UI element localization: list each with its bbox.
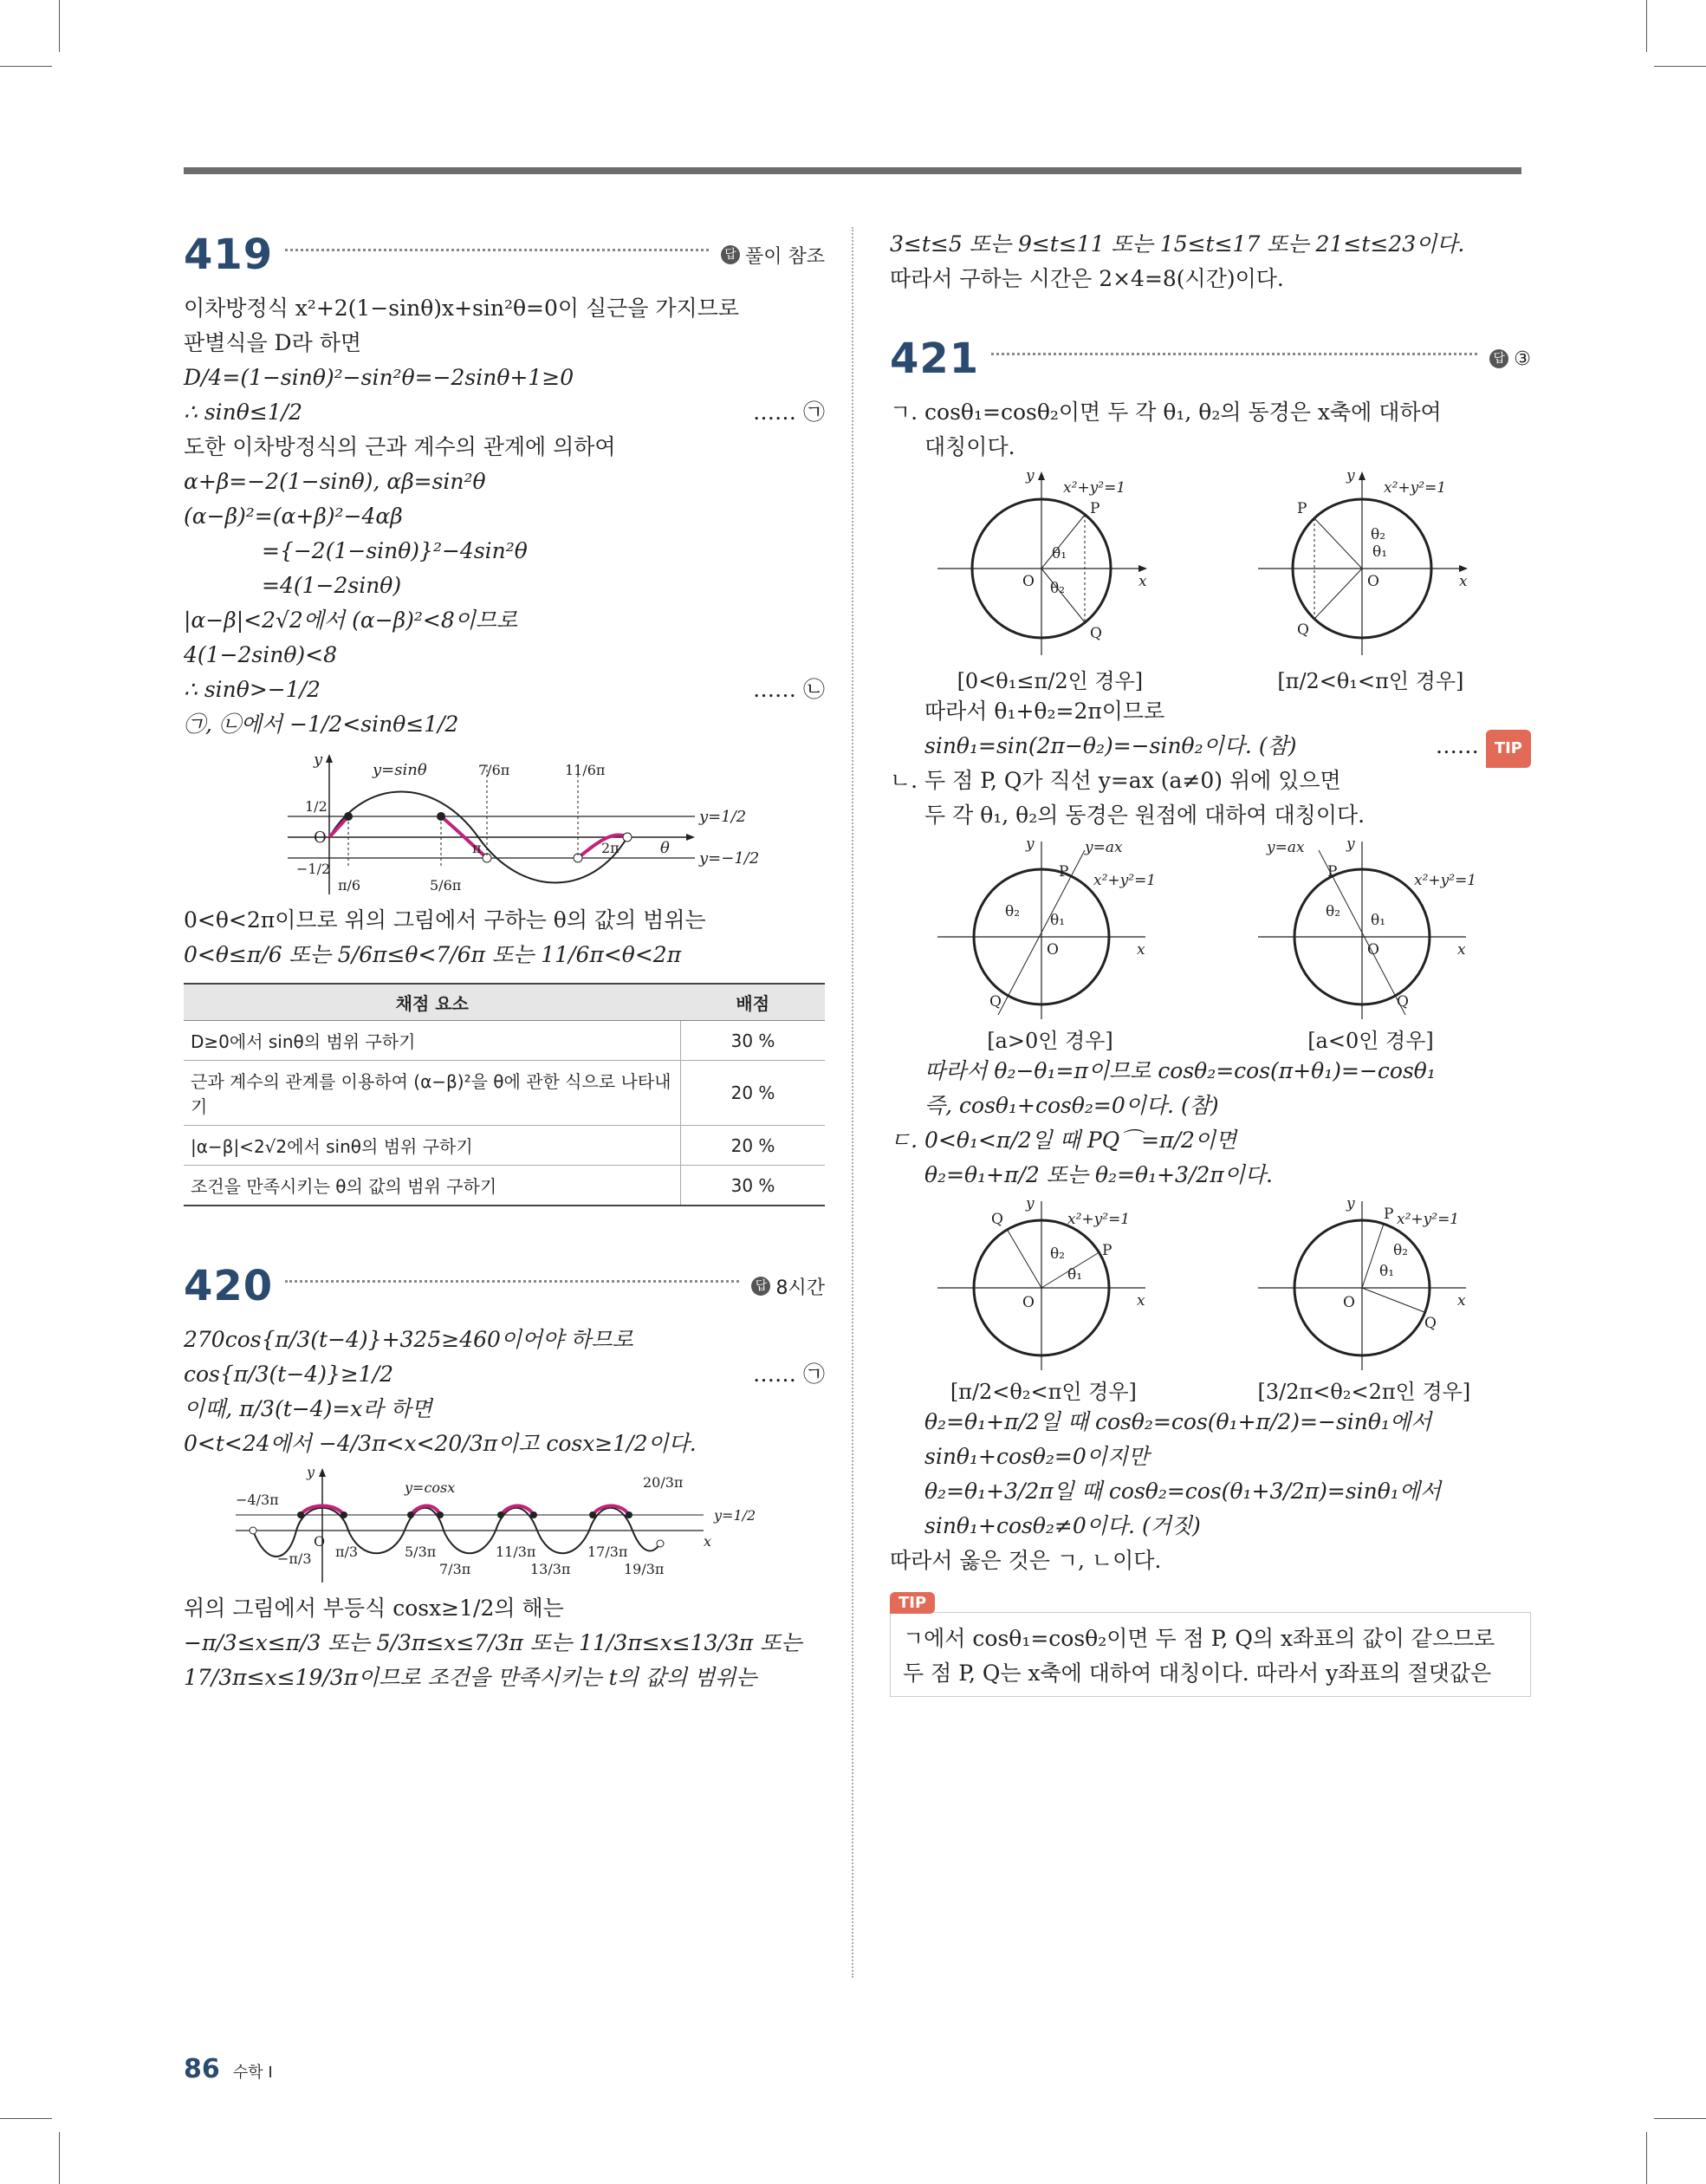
svg-text:θ₁: θ₁	[1371, 912, 1386, 929]
svg-text:x: x	[1138, 573, 1147, 590]
math-line: sinθ₁=sin(2π−θ₂)=−sinθ₂이다. (참) …… TIP	[890, 729, 1531, 764]
svg-text:y=ax: y=ax	[1267, 839, 1305, 856]
answer-text: ③	[1514, 348, 1531, 370]
math-line: θ₂=θ₁+π/2 또는 θ₂=θ₁+3/2π이다.	[924, 1162, 1273, 1187]
line-label: y=−1/2	[699, 849, 760, 868]
svg-text:y: y	[1026, 835, 1035, 853]
svg-text:P: P	[1090, 500, 1100, 517]
crop-mark	[59, 0, 60, 52]
crop-mark	[1654, 2118, 1706, 2119]
svg-text:θ₁: θ₁	[1050, 912, 1066, 929]
svg-text:θ₁: θ₁	[1379, 1263, 1395, 1280]
math-line: sinθ₁+cosθ₂≠0이다. (거짓)	[924, 1513, 1201, 1538]
svg-text:P: P	[1384, 1206, 1394, 1223]
math-line: cos{π/3(t−4)}≥1/2 …… ㉠	[184, 1357, 825, 1392]
svg-text:O: O	[1367, 573, 1379, 590]
svg-text:x²+y²=1: x²+y²=1	[1414, 872, 1477, 889]
answer-icon: 답	[721, 245, 740, 264]
origin-label: O	[314, 1533, 326, 1550]
tick-label: 2π	[601, 840, 619, 856]
svg-text:x: x	[1457, 1292, 1466, 1310]
caption-row	[890, 1024, 1531, 1054]
svg-text:θ₂: θ₂	[1050, 1245, 1066, 1263]
point	[623, 833, 632, 842]
svg-text:θ₂: θ₂	[1326, 903, 1341, 920]
math-line: 4(1−2sinθ)<8	[184, 642, 338, 667]
text-line: 0<θ<2π이므로 위의 그림에서 구하는 θ의 값의 범위는	[184, 907, 706, 933]
crop-mark	[1654, 66, 1706, 67]
line-circle-figure	[920, 833, 1180, 1024]
tick-label: 11/6π	[565, 762, 606, 778]
problem-419-header	[184, 227, 825, 283]
crop-mark	[1646, 2132, 1647, 2184]
math-line: 이때, π/3(t−4)=x라 하면	[184, 1396, 432, 1421]
leader-dots	[991, 353, 1477, 355]
math-line: D/4=(1−sinθ)²−sin²θ=−2sinθ+1≥0	[184, 365, 574, 390]
right-column	[890, 227, 1531, 1697]
svg-text:x: x	[1457, 941, 1466, 959]
math-line: 270cos{π/3(t−4)}+325≥460이어야 하므로	[184, 1327, 633, 1352]
svg-text:θ₂: θ₂	[1393, 1242, 1409, 1259]
text-line: 이차방정식 x²+2(1−sinθ)x+sin²θ=0이 실근을 가지므로	[184, 296, 740, 321]
tick-label: 19/3π	[624, 1561, 665, 1577]
tick-label: 20/3π	[643, 1474, 684, 1491]
text-line: 위의 그림에서 부등식 cosx≥1/2의 해는	[184, 1596, 564, 1621]
answer-text: 8시간	[775, 1277, 825, 1299]
math-line: ㉠, ㉡에서 −1/2<sinθ≤1/2	[184, 712, 459, 737]
function-label: y=sinθ	[373, 761, 427, 779]
svg-text:θ₂: θ₂	[1371, 526, 1386, 543]
tip-box	[890, 1612, 1531, 1697]
svg-text:y: y	[1026, 467, 1035, 484]
math-line: 3≤t≤5 또는 9≤t≤11 또는 15≤t≤17 또는 21≤t≤23이다.	[890, 231, 1465, 257]
svg-text:P: P	[1297, 500, 1307, 517]
svg-text:x²+y²=1: x²+y²=1	[1063, 479, 1126, 497]
header-rule	[184, 167, 1521, 174]
leader-dots	[285, 1280, 739, 1283]
line-label: y=1/2	[714, 1507, 756, 1524]
svg-text:Q: Q	[1297, 621, 1309, 639]
svg-text:O: O	[1343, 1294, 1355, 1311]
figure-caption: [a<0인 경우]	[1307, 1029, 1434, 1053]
text-line: 판별식을 D라 하면	[184, 330, 361, 355]
math-line: −π/3≤x≤π/3 또는 5/3π≤x≤7/3π 또는 11/3π≤x≤13/3π 또는	[184, 1630, 802, 1655]
function-label: y=cosx	[405, 1479, 456, 1496]
tick-label: 1/2	[305, 798, 328, 815]
table-header: 채점 요소	[184, 984, 681, 1021]
tick-label: 7/6π	[478, 762, 510, 778]
scoring-table	[184, 983, 825, 1206]
figure-caption: [π/2<θ₂<π인 경우]	[950, 1380, 1137, 1404]
origin-label: O	[314, 829, 327, 847]
math-line: 0<t<24에서 −4/3π<x<20/3π이고 cosx≥1/2이다.	[184, 1431, 697, 1456]
svg-text:θ₁: θ₁	[1067, 1266, 1083, 1284]
table-row: 근과 계수의 관계를 이용하여 (α−β)²을 θ에 관한 식으로 나타내기 20 %	[184, 1061, 825, 1126]
svg-text:Q: Q	[989, 993, 1002, 1011]
answer-text: 풀이 참조	[744, 245, 825, 268]
svg-text:P: P	[1059, 863, 1069, 881]
math-line: ∴ sinθ>−1/2 …… ㉡	[184, 673, 825, 707]
tip-line: 두 점 P, Q는 x축에 대하여 대칭이다. 따라서 y좌표의 절댓값은	[903, 1661, 1492, 1686]
column-divider	[852, 227, 853, 1978]
svg-text:O: O	[1022, 1294, 1035, 1311]
svg-text:y=ax: y=ax	[1085, 839, 1123, 856]
answer-label	[721, 242, 825, 269]
page-footer	[184, 2054, 273, 2084]
math-line: α+β=−2(1−sinθ), αβ=sin²θ	[184, 469, 486, 494]
svg-text:θ₁: θ₁	[1372, 543, 1388, 561]
table-row: 조건을 만족시키는 θ의 값의 범위 구하기 30 %	[184, 1166, 825, 1206]
unit-circle-figure	[920, 465, 1180, 664]
svg-text:x²+y²=1: x²+y²=1	[1093, 872, 1157, 889]
math-line: 0<θ≤π/6 또는 5/6π≤θ<7/6π 또는 11/6π<θ<2π	[184, 942, 682, 967]
math-line: (α−β)²=(α+β)²−4αβ	[184, 504, 403, 529]
math-line: 17/3π≤x≤19/3π이므로 조건을 만족시키는 t의 값의 범위는	[184, 1665, 757, 1690]
tip-reference: …… TIP	[1436, 729, 1531, 768]
figure-caption: [a>0인 경우]	[987, 1029, 1113, 1053]
subject-label: 수학 I	[232, 2064, 273, 2082]
y-axis-label: y	[314, 751, 323, 769]
math-line: ={−2(1−sinθ)}²−4sin²θ	[262, 538, 528, 563]
tick-label: 11/3π	[496, 1544, 536, 1560]
math-line: 즉, cosθ₁+cosθ₂=0이다. (참)	[924, 1093, 1219, 1118]
math-line: |α−β|<2√2에서 (α−β)²<8이므로	[184, 608, 518, 633]
tip-badge: TIP	[1486, 730, 1531, 768]
svg-text:θ₂: θ₂	[1005, 903, 1021, 920]
text-line: ㄴ. 두 점 P, Q가 직선 y=ax (a≠0) 위에 있으면	[890, 768, 1341, 793]
arc-circle-figure	[920, 1193, 1180, 1375]
svg-text:x: x	[1459, 573, 1468, 590]
svg-text:x²+y²=1: x²+y²=1	[1397, 1211, 1460, 1228]
problem-421-header	[890, 331, 1531, 387]
svg-text:x: x	[1137, 941, 1145, 959]
caption-row	[890, 1375, 1531, 1405]
svg-text:y: y	[1346, 1195, 1355, 1212]
math-line: ㄷ. 0<θ₁<π/2일 때 PQ⌒=π/2이면	[890, 1128, 1237, 1153]
text-line: 대칭이다.	[924, 434, 1015, 459]
svg-text:O: O	[1022, 573, 1035, 590]
equation-mark: …… ㉠	[753, 1362, 825, 1387]
y-axis-label: y	[307, 1464, 315, 1480]
leader-dots	[285, 249, 709, 251]
math-line: θ₂=θ₁+3/2π일 때 cosθ₂=cos(θ₁+3/2π)=sinθ₁에서	[924, 1479, 1442, 1504]
axis-label: θ	[660, 839, 670, 857]
caption-row	[890, 664, 1531, 694]
table-row: |α−β|<2√2에서 sinθ의 범위 구하기 20 %	[184, 1126, 825, 1166]
equation-mark: …… ㉠	[753, 400, 825, 425]
svg-text:y: y	[1346, 835, 1355, 853]
figure-row-b	[890, 833, 1531, 1024]
svg-text:x²+y²=1: x²+y²=1	[1067, 1211, 1131, 1228]
tick-label: π	[472, 840, 482, 856]
math-line: ∴ sinθ≤1/2 …… ㉠	[184, 395, 825, 430]
tick-label: −4/3π	[236, 1492, 279, 1508]
math-line: =4(1−2sinθ)	[262, 573, 402, 598]
text-line: 도한 이차방정식의 근과 계수의 관계에 의하여	[184, 434, 616, 459]
table-row: D≥0에서 sinθ의 범위 구하기 30 %	[184, 1021, 825, 1061]
axis-label: x	[704, 1533, 712, 1550]
figure-caption: [0<θ₁≤π/2인 경우]	[957, 669, 1144, 693]
svg-text:y: y	[1026, 1195, 1035, 1212]
crop-mark	[59, 2132, 60, 2184]
tip-badge: TIP	[890, 1592, 935, 1614]
line-circle-figure	[1241, 833, 1501, 1024]
figure-caption: [π/2<θ₁<π인 경우]	[1277, 669, 1464, 693]
arc-circle-figure	[1241, 1193, 1501, 1375]
table-header: 배점	[681, 984, 826, 1021]
tick-label: 5/6π	[430, 877, 462, 894]
tick-label: 13/3π	[530, 1561, 571, 1577]
text-line: 두 각 θ₁, θ₂의 동경은 원점에 대하여 대칭이다.	[924, 803, 1365, 828]
svg-text:θ₁: θ₁	[1052, 545, 1067, 562]
equation-mark: …… ㉡	[753, 677, 825, 702]
text-line: 따라서 구하는 시간은 2×4=8(시간)이다.	[890, 266, 1284, 291]
svg-text:θ₂: θ₂	[1050, 580, 1066, 597]
problem-number: 419	[184, 231, 274, 279]
left-column	[184, 227, 825, 1695]
text-line: ㄱ. cosθ₁=cosθ₂이면 두 각 θ₁, θ₂의 동경은 x축에 대하여	[890, 400, 1442, 425]
svg-text:Q: Q	[1424, 1315, 1437, 1332]
tick-label: 5/3π	[405, 1544, 437, 1560]
text-line: 따라서 옳은 것은 ㄱ, ㄴ이다.	[890, 1548, 1162, 1573]
math-line: θ₂=θ₁+π/2일 때 cosθ₂=cos(θ₁+π/2)=−sinθ₁에서	[924, 1409, 1432, 1434]
tick-label: π/6	[338, 877, 361, 894]
crop-mark	[0, 2118, 52, 2119]
svg-text:x: x	[1137, 1292, 1145, 1310]
line-label: y=1/2	[699, 808, 747, 826]
answer-icon: 답	[1489, 349, 1508, 368]
svg-text:Q: Q	[991, 1211, 1003, 1228]
tip-line: ㄱ에서 cosθ₁=cosθ₂이면 두 점 P, Q의 x좌표의 값이 같으므로	[903, 1626, 1495, 1651]
svg-text:O: O	[1367, 941, 1379, 959]
figure-caption: [3/2π<θ₂<2π인 경우]	[1257, 1380, 1471, 1404]
page-number: 86	[184, 2054, 220, 2084]
text-line: 따라서 θ₁+θ₂=2π이므로	[924, 699, 1165, 724]
svg-text:O: O	[1047, 941, 1059, 959]
svg-text:y: y	[1346, 467, 1355, 484]
cosine-graph	[184, 1461, 825, 1591]
problem-number: 420	[184, 1262, 274, 1310]
svg-text:P: P	[1327, 863, 1338, 881]
svg-text:Q: Q	[1397, 993, 1409, 1011]
tick-label: π/3	[335, 1544, 359, 1560]
figure-row-c	[890, 1193, 1531, 1375]
problem-420-header	[184, 1258, 825, 1314]
crop-mark	[1646, 0, 1647, 52]
answer-label	[751, 1273, 825, 1300]
svg-text:P: P	[1102, 1242, 1112, 1259]
sine-graph	[184, 747, 825, 903]
svg-text:x²+y²=1: x²+y²=1	[1384, 479, 1447, 497]
tick-label: 7/3π	[439, 1561, 471, 1577]
problem-number: 421	[890, 335, 980, 383]
math-line: sinθ₁+cosθ₂=0이지만	[924, 1444, 1150, 1469]
tick-label: 17/3π	[587, 1544, 628, 1560]
svg-text:Q: Q	[1090, 625, 1102, 642]
crop-mark	[0, 66, 52, 67]
answer-label	[1489, 348, 1531, 370]
math-line: 따라서 θ₂−θ₁=π이므로 cosθ₂=cos(π+θ₁)=−cosθ₁	[924, 1058, 1436, 1083]
tick-label: −1/2	[296, 861, 331, 877]
answer-icon: 답	[751, 1277, 770, 1296]
tick-label: −π/3	[277, 1550, 312, 1567]
unit-circle-figure	[1241, 465, 1501, 664]
figure-row-a	[890, 465, 1531, 664]
